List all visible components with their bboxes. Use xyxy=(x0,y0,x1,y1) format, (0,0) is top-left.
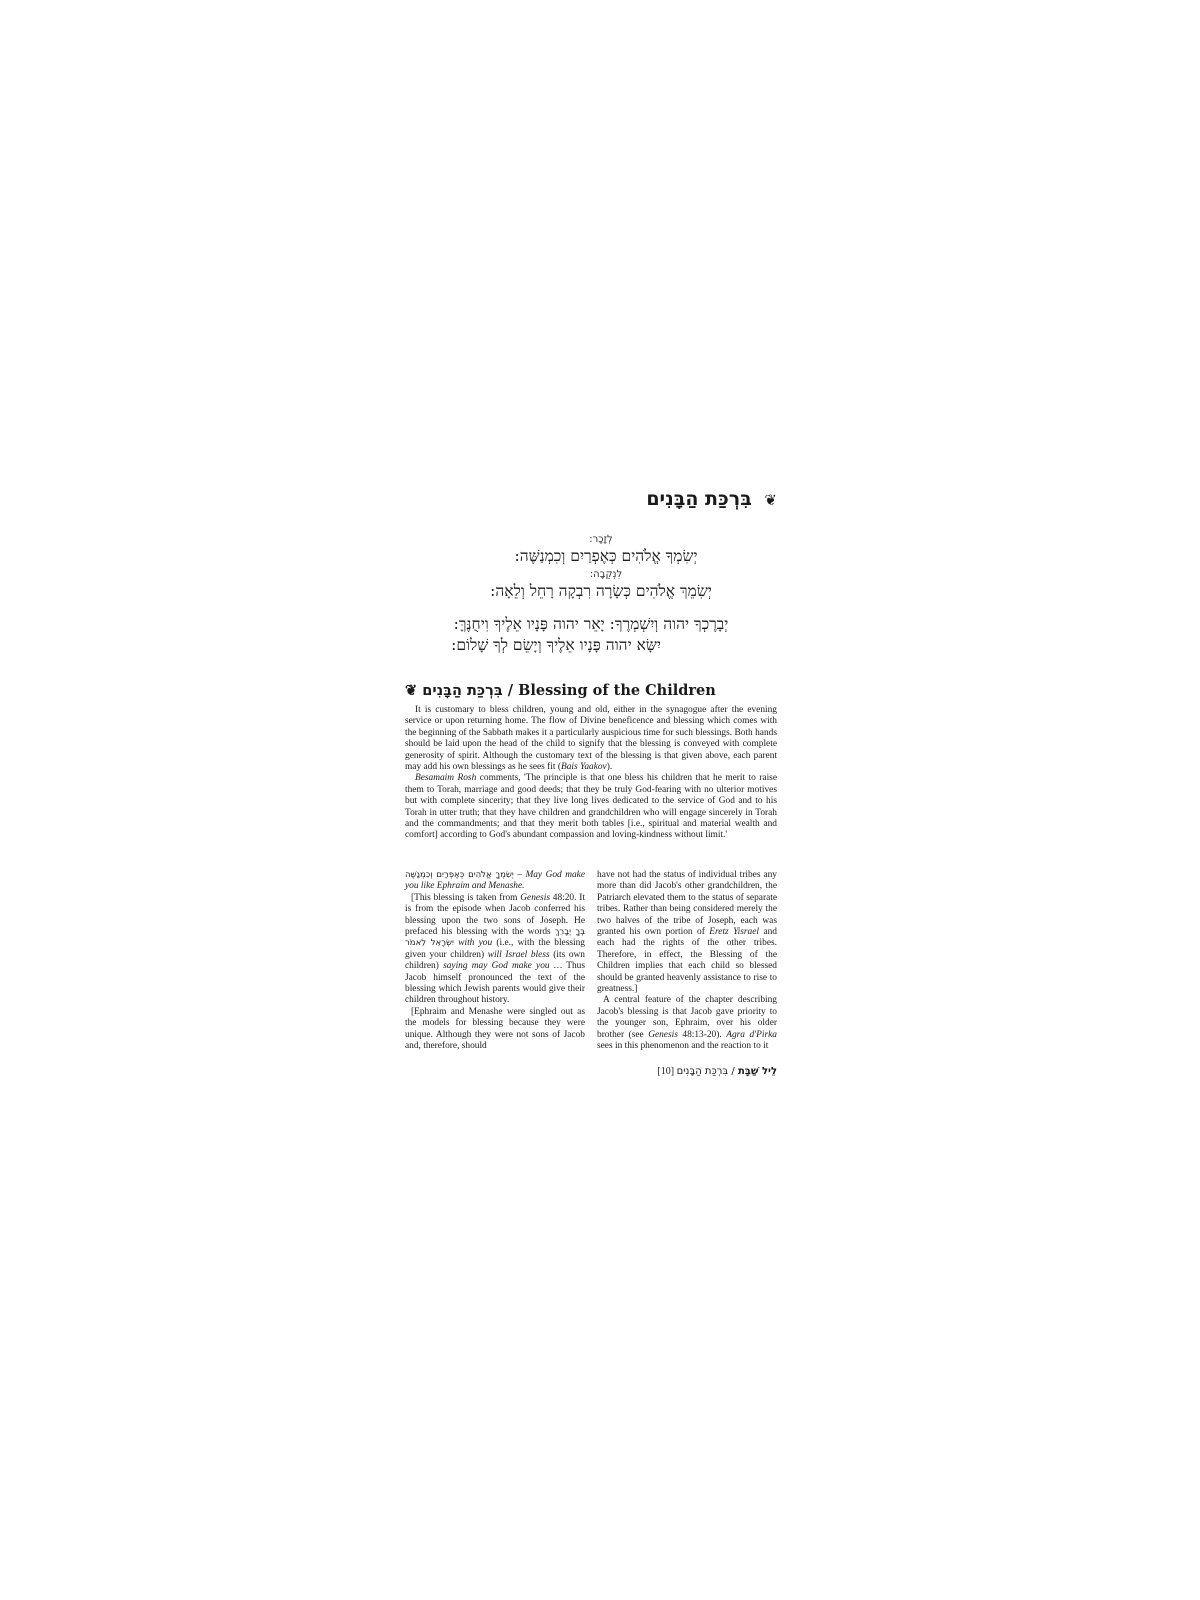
commentary-paragraph: [This blessing is taken from Genesis 48:20. It is from the episode when Jacob conferred his blessing upon the two sons of Joseph. He prefaced his blessing with the words בְּךָ יְבָרֵךְ יִשְׂרָאֵל לֵאמֹר with you (i.e., with the blessing given your children) will Israel bless (its own children) saying may God make you … Thus Jacob himself pronounced the text of the blessing which Jewish parents would give their children throughout history. xyxy=(405,892,585,1006)
running-head: לֵיל שַׁבָּת / בִּרְכַּת הַבָּנִים xyxy=(676,1066,777,1078)
priestly-blessing-line-2: יִשָּׂא יהוה פָּנָיו אֵלֶיךָ וְיָשֵׂם לְךָ שָׁלוֹם: xyxy=(451,636,661,654)
intro-paragraph: It is customary to bless children, young and old, either in the synagogue after the evening service or upon returning home. The flow of Divine beneficence and blessing which comes with the beginning of the Sabbath makes it a particularly auspicious time for such blessings. Both hands should be laid upon the head of the child to signify that the blessing is conveyed with complete generosity of spirit. Although the customary text of the blessing is that given above, each parent may add his own blessings as he sees fit (Bais Yaakov). xyxy=(405,705,777,773)
blessing-for-daughter: יְשִׂמֵךְ אֱלֹהִים כְּשָׂרָה רִבְקָה רָחֵל וְלֵאָה: xyxy=(490,582,712,600)
page-title-hebrew: בִּרְכַּת הַבָּנִים xyxy=(646,488,752,510)
commentary-right-column xyxy=(597,870,777,1053)
page-footer xyxy=(405,1066,777,1077)
section-heading-separator: / xyxy=(502,682,519,699)
label-for-daughter: לִנְקֵבָה: xyxy=(589,569,623,580)
commentary-paragraph: A central feature of the chapter describing Jacob's blessing is that Jacob gave priority to the younger son, Ephraim, over his older brother (see Genesis 48:13-20). Agra d'Pirka sees in this phenomenon and the reaction to it xyxy=(597,995,777,1051)
intro-paragraph: Besamaim Rosh comments, 'The principle is that one bless his children that he merit to raise them to Torah, marriage and good deeds; that they be truly God-fearing with no ulterior motives but with complete sincerity; that they live long lives dedicated to the service of God and to his Torah in utter truth; that they have children and grandchildren who will engage sincerely in Torah and the commandments; and that they merit both tables [i.e., spiritual and material wealth and comfort] according to God's abundant compassion and loving-kindness without limit.' xyxy=(405,773,777,841)
fleuron-icon: ❦ xyxy=(405,682,418,699)
commentary-lemma: יְשִׂמְךָ אֱלֹהִים כְּאֶפְרַיִם וְכִמְנַשֶּׁה – May God make you like Ephraim and Menashe. xyxy=(405,869,585,892)
document-page xyxy=(405,470,777,1077)
section-heading xyxy=(405,682,777,699)
commentary-left-column xyxy=(405,870,585,1053)
intro-text xyxy=(405,705,777,842)
blessing-for-son: יְשִׂמְךָ אֱלֹהִים כְּאֶפְרַיִם וְכִמְנַשֶּׁה: xyxy=(514,547,698,565)
label-for-son: לְזָכָר: xyxy=(589,534,613,545)
priestly-blessing xyxy=(405,614,777,656)
page-title xyxy=(405,486,777,512)
page-number: [10] xyxy=(657,1066,675,1078)
priestly-blessing-line-1: יְבָרֶכְךָ יהוה וְיִשְׁמְרֶךָ: יָאֵר יהוה פָּנָיו אֵלֶיךָ וִיחֻנֶּךָּ: xyxy=(453,615,729,633)
section-heading-hebrew: בִּרְכַּת הַבָּנִים xyxy=(422,683,503,699)
section-heading-english: Blessing of the Children xyxy=(518,682,716,699)
commentary-paragraph: have not had the status of individual tribes any more than did Jacob's other grandchildren, the Patriarch elevated them to the status of separate tribes. Rather than being considered merely the two halves of the tribe of Joseph, each was granted his own portion of Eretz Yisrael and each had the rights of the other tribes. Therefore, in effect, the Blessing of the Children implies that each child so blessed should be granted heavenly assistance to rise to greatness.] xyxy=(597,869,777,994)
commentary xyxy=(405,870,777,1053)
fleuron-icon: ❦ xyxy=(764,491,777,509)
commentary-paragraph: [Ephraim and Menashe were singled out as the models for blessing because they were unique. Although they were not sons of Jacob and, therefore, should xyxy=(405,1006,585,1051)
